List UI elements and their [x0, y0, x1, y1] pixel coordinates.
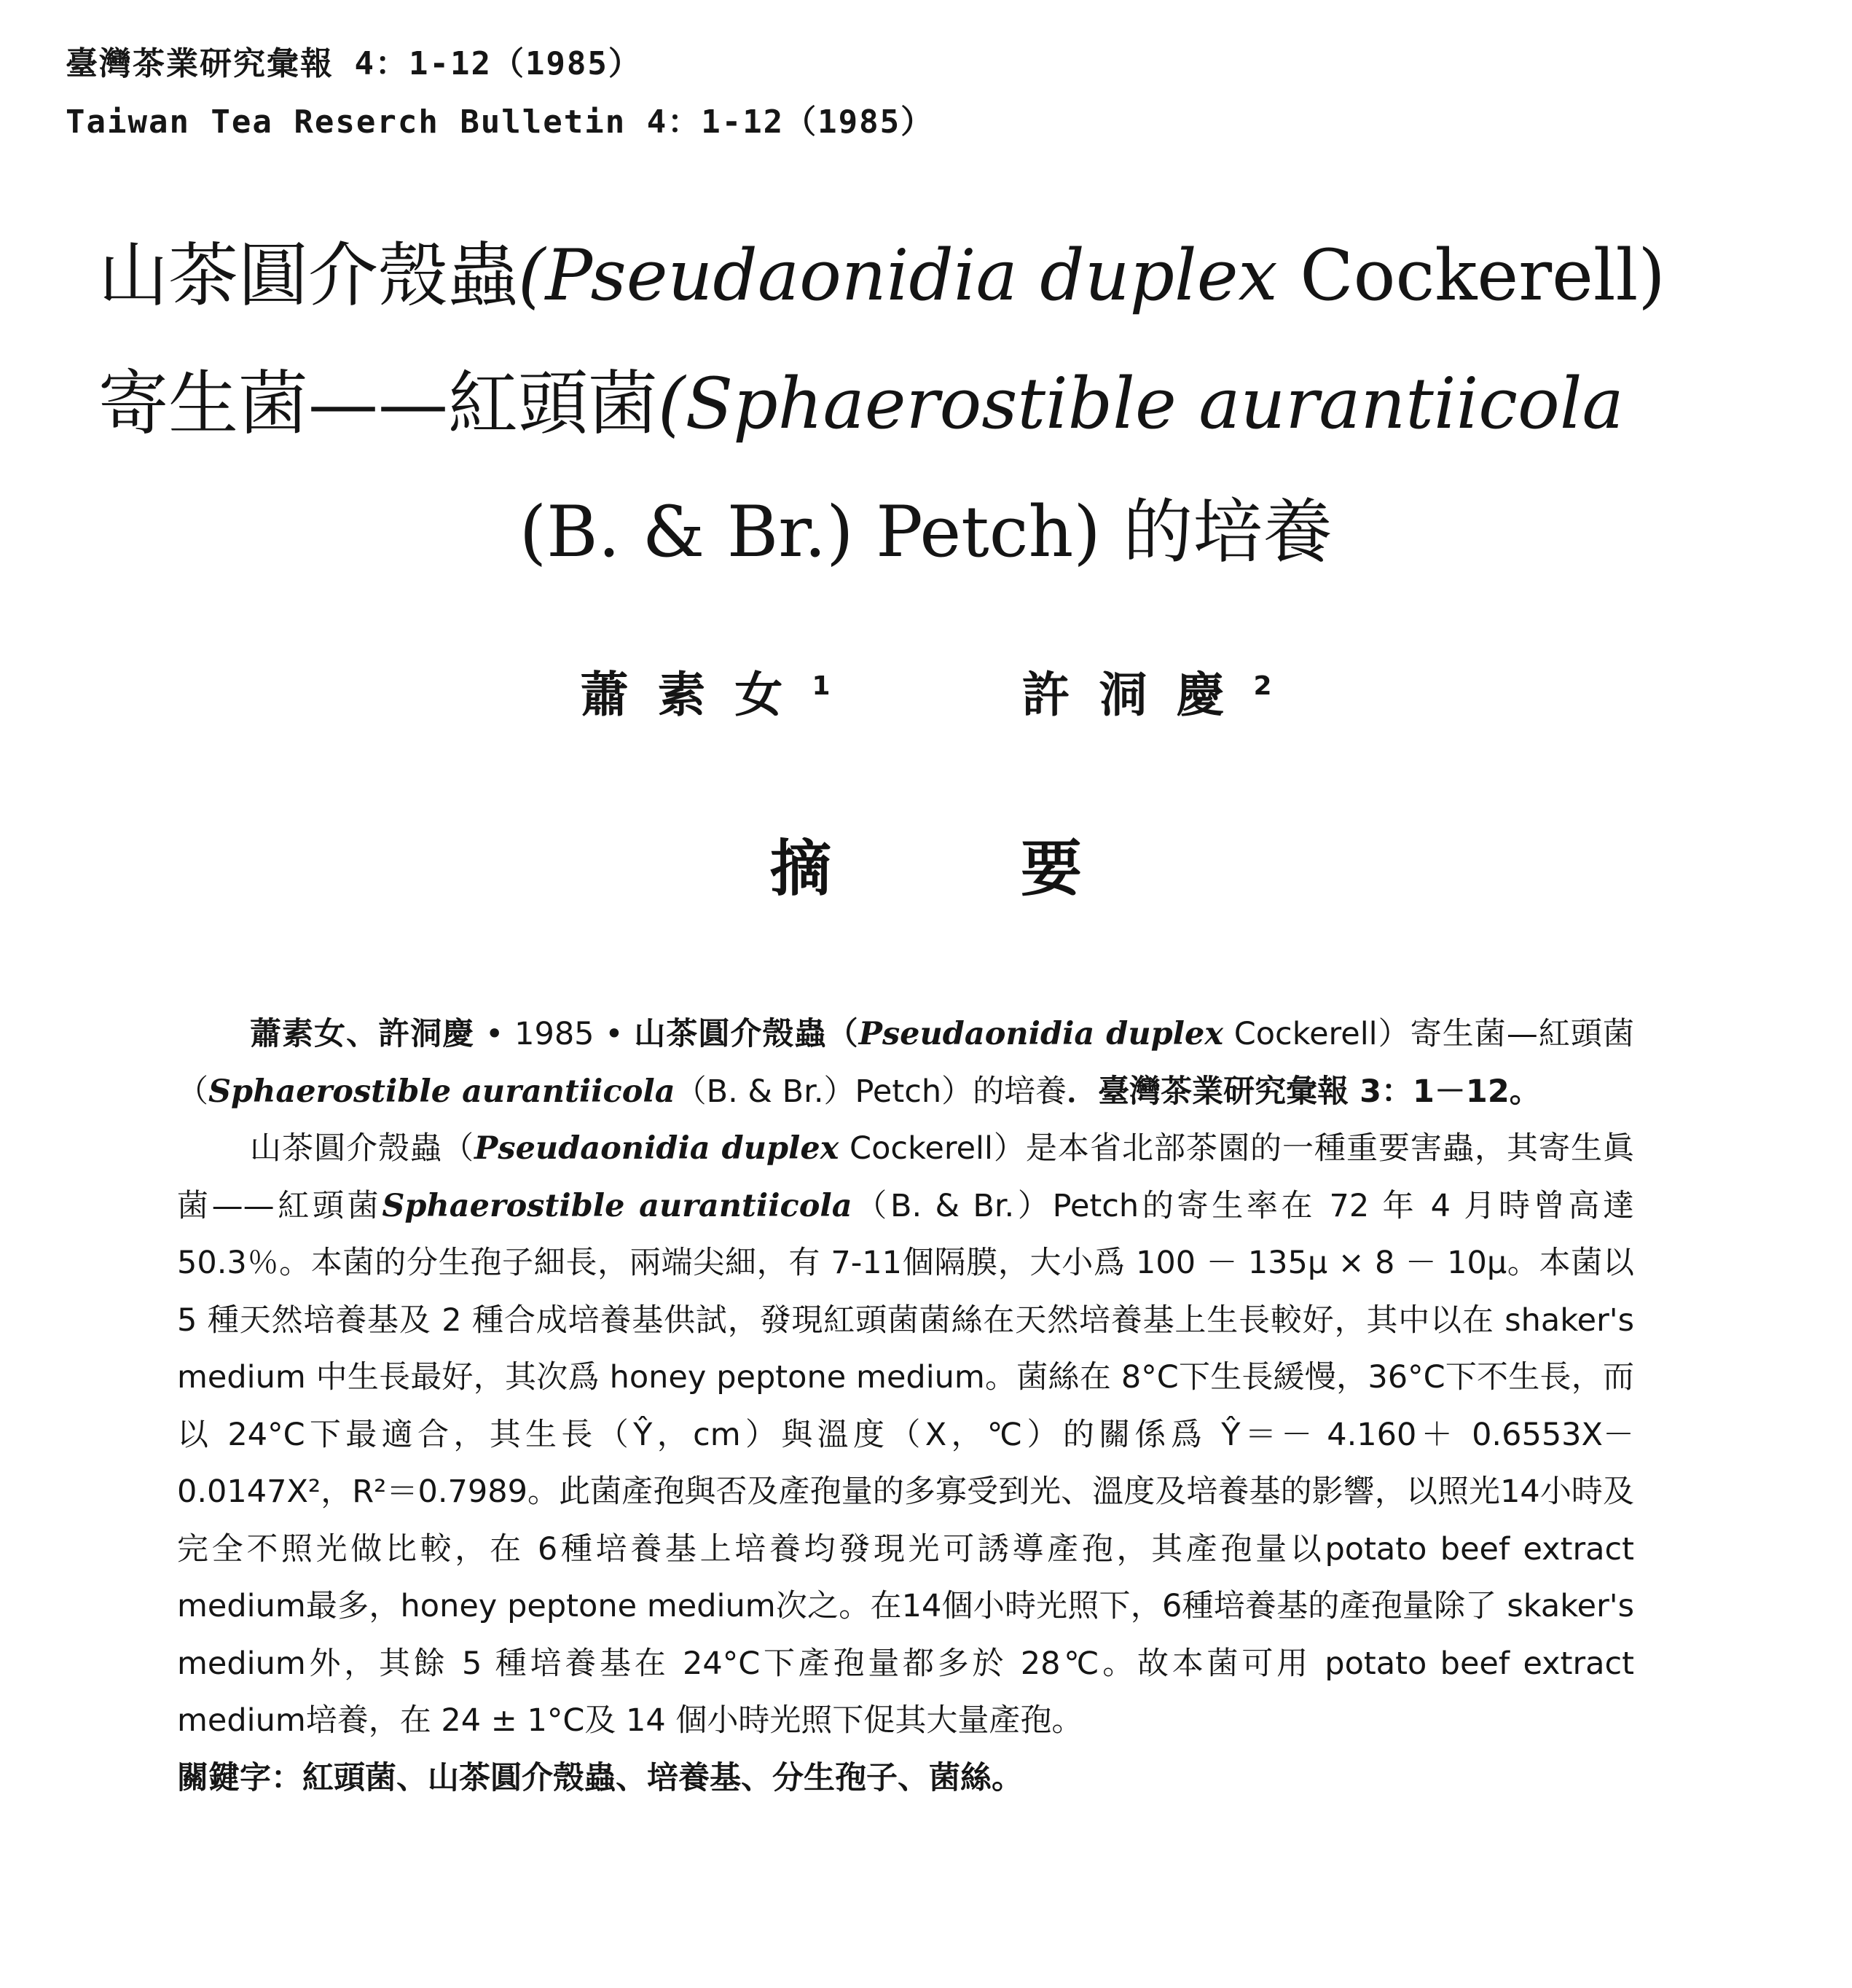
chinese-citation: 臺灣茶業研究彙報 4：1-12（1985） [66, 45, 642, 82]
title-line-1-zh: 山茶圓介殼蟲 [98, 235, 518, 316]
title-line-3-zh: 的培養 [1100, 491, 1333, 573]
title-line-2-sci: (Sphaerostible aurantiicola [658, 363, 1624, 445]
title-line-1 [0, 211, 1852, 340]
citation-title-zh: 山茶圓介殼蟲（ [634, 1016, 859, 1052]
author-affiliation-mark: 2 [1253, 671, 1272, 701]
author-1 [580, 656, 830, 725]
title-line-2 [0, 340, 1852, 468]
title-line-1-author: Cockerell) [1277, 235, 1665, 316]
author-name: 許洞慶 [1021, 666, 1254, 723]
journal-header [66, 35, 934, 152]
summary-paragraph [177, 1120, 1634, 1750]
author-affiliation-mark: 1 [812, 671, 831, 701]
summary-sci-name-1: Pseudaonidia duplex [474, 1130, 839, 1167]
citation-year: • 1985 • [474, 1016, 635, 1052]
author-2 [1021, 656, 1271, 725]
summary-text-b: Cockerell）是本省北部茶園的一種重要害蟲，其寄生眞菌——紅頭菌 [177, 1130, 1634, 1224]
citation-sci-name-2: Sphaerostible aurantiicola [208, 1073, 675, 1110]
title-line-2-zh: 寄生菌——紅頭菌 [98, 363, 658, 445]
citation-authority-1: Cockerell）寄生菌—紅頭菌（ [177, 1016, 1634, 1110]
summary-text-c: （B. & Br.）Petch的寄生率在 72 年 4 月時曾高達 50.3％。本菌的分生孢子細長，兩端尖細，有 7-11個隔膜，大小爲 100 － 135μ × 8 － 10μ。本菌以 5 種天然培養基及 2 種合成培養基供試，發現紅頭菌菌絲在天然培養基上生長較好，其中以在 shaker's medium 中生長最好，其次爲 honey peptone medium。菌絲在 8°C下生長緩慢，36°C下不生長，而以 24°C下最適合，其生長（Ŷ，cm）與溫度（X，℃）的關係爲 Ŷ＝－ 4.160＋ 0.6553X－0.0147X²，R²＝0.7989。此菌產孢與否及產孢量的多寡受到光、溫度及培養基的影響，以照光14小時及完全不照光做比較，在 6種培養基上培養均發現光可誘導產孢，其產孢量以potato beef extract medium最多，honey peptone medium次之。在14個小時光照下，6種培養基的產孢量除了 skaker's medium外，其餘 5 種培養基在 24°C下產孢量都多於 28℃。故本菌可用 potato beef extract medium培養，在 24 ± 1°C及 14 個小時光照下促其大量產孢。 [177, 1187, 1634, 1739]
title-line-3 [0, 468, 1852, 596]
citation-journal: ．臺灣茶業研究彙報 3：1－12。 [1067, 1073, 1541, 1110]
citation-sci-name-1: Pseudaonidia duplex [858, 1016, 1224, 1052]
keywords: 關鍵字：紅頭菌、山茶圓介殼蟲、培養基、分生孢子、菌絲。 [177, 1759, 1023, 1796]
summary-text-a: 山茶圓介殼蟲（ [250, 1130, 475, 1167]
author-list [0, 656, 1852, 725]
summary-sci-name-2: Sphaerostible aurantiicola [382, 1187, 852, 1224]
paper-title [0, 211, 1852, 596]
citation-authority-2: （B. & Br.）Petch）的培養 [675, 1073, 1067, 1110]
citation-paragraph [177, 1006, 1634, 1120]
abstract-heading: 摘要 [769, 833, 1271, 904]
english-citation: Taiwan Tea Reserch Bulletin 4：1-12（1985） [66, 103, 935, 141]
abstract-body [177, 1006, 1634, 1807]
title-line-1-sci: (Pseudaonidia duplex [518, 235, 1278, 316]
citation-authors: 蕭素女、許洞慶 [250, 1016, 475, 1052]
author-name: 蕭素女 [580, 666, 812, 723]
title-line-3-author: (B. & Br.) Petch) [519, 491, 1101, 573]
